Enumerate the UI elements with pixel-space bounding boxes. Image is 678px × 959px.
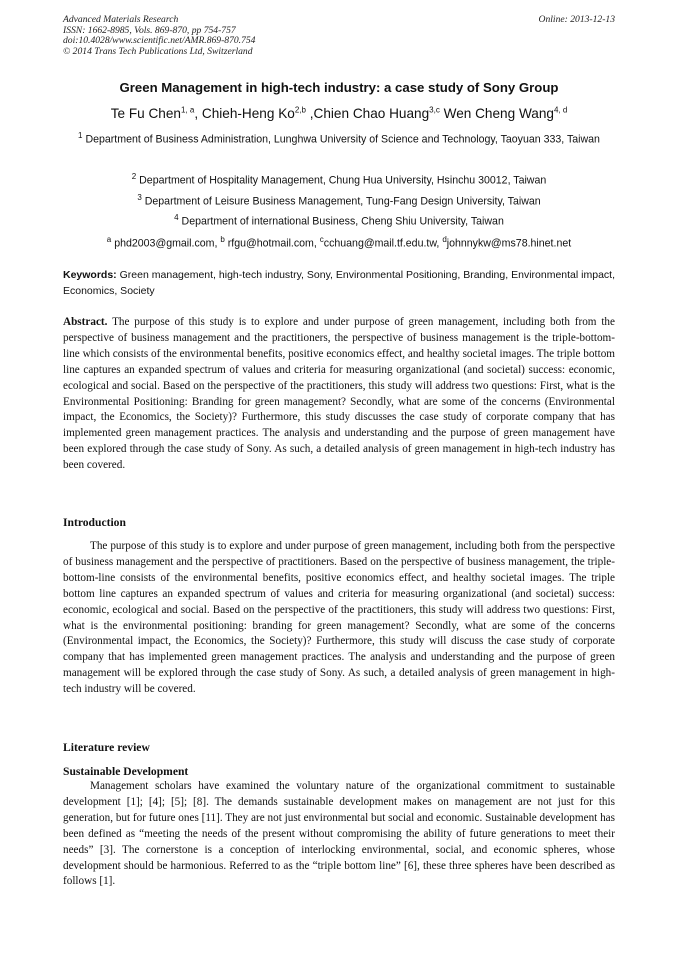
abstract bbox=[63, 315, 615, 474]
affiliation-3: $^3$ Department of Leisure Business Management, Tung-Fang Design University, Taiwan bbox=[137, 193, 541, 208]
journal-name: Advanced Materials Research bbox=[63, 14, 179, 25]
author: Chieh-Heng Ko$^{2,b}$ , bbox=[201, 105, 314, 121]
author: Wen Cheng Wang$^{4, d}$ bbox=[443, 105, 568, 121]
affiliation-1: $^1$ Department of Business Administration, Lunghwa University of Science and Technology, Taoyuan 333, Taiwan bbox=[78, 131, 600, 146]
introduction-heading: Introduction bbox=[63, 516, 126, 529]
paper-title: Green Management in high-tech industry: a case study of Sony Group bbox=[119, 80, 559, 95]
author-list bbox=[40, 105, 638, 121]
email-link[interactable]: phd2003@gmail.com, bbox=[114, 237, 221, 250]
introduction-text: The purpose of this study is to explore and under purpose of green management, including both from the perspective of business management and the perspective of practitioners. Based on the perspective of business management, the triple-bottom-line consists of the environmental benefits, positive economics effect, and healthy societal images. The triple bottom line captures an expanded spectrum of values and criteria for measuring organizational (and societal) success: economic, ecological and social. Based on the perspective of the practitioners, this study will address two questions: First, what is the environmental positioning: branding for green management? Secondly, what are some of the concerns (Environmental impact, the Economics, the Society)? Furthermore, this study will discuss the case study of corporate company that has implemented green management practices. The analysis and understanding and the purpose of green management will be explored through the case study of Sony. As such, a detailed analysis of green management in high-tech industry will be covered. bbox=[63, 540, 615, 696]
copyright-line: © 2014 Trans Tech Publications Ltd, Switzerland bbox=[63, 45, 253, 57]
keywords-label: Keywords: bbox=[63, 269, 117, 281]
doi-line: doi:10.4028/www.scientific.net/AMR.869-870.754 bbox=[63, 35, 256, 47]
keywords bbox=[63, 267, 615, 299]
issn-line: ISSN: 1662-8985, Vols. 869-870, pp 754-757 bbox=[63, 24, 236, 36]
affiliation-4: $^4$ Department of international Business, Cheng Shiu University, Taiwan bbox=[174, 213, 504, 228]
literature-text: Management scholars have examined the voluntary nature of the organizational commitment to sustainable development [1]; [4]; [5]; [8]. The demands sustainable development makes on management are not just for this generation, but for future ones [11]. They are not just environmental but social and economic. Sustainable development has been defined as “meeting the needs of the present without compromising the ability of future generations to meet their needs” [3]. The cornerstone is a conception of interlocking environmental, social, and economic spheres, whose development should be harmonious. Referred to as the “triple bottom line” [6], these three spheres have been described as follows [1]. bbox=[63, 780, 615, 888]
abstract-label: Abstract. bbox=[63, 316, 108, 328]
email-list: $^a$ phd2003@gmail.com, $^b$ rfgu@hotmail.com, $^c$cchuang@mail.tf.edu.tw, $^d$johnnykw@ms78.hinet.net bbox=[106, 235, 572, 250]
keywords-text: Green management, high-tech industry, Sony, Environmental Positioning, Branding, Environmental impact, Economics, Society bbox=[63, 269, 615, 297]
email-link[interactable]: rfgu@hotmail.com, bbox=[227, 237, 320, 250]
email-link[interactable]: cchuang@mail.tf.edu.tw, bbox=[323, 237, 443, 250]
sustainable-development-heading: Sustainable Development bbox=[63, 765, 189, 778]
author: Te Fu Chen$^{1, a}$, bbox=[110, 105, 202, 121]
affiliation-2: $^2$ Department of Hospitality Management, Chung Hua University, Hsinchu 30012, Taiwan bbox=[131, 172, 547, 187]
author: Chien Chao Huang$^{3,c}$ bbox=[313, 105, 440, 121]
email-link[interactable]: johnnykw@ms78.hinet.net bbox=[446, 237, 572, 250]
online-date: Online: 2013-12-13 bbox=[538, 14, 615, 25]
journal-header bbox=[63, 15, 615, 57]
abstract-text: The purpose of this study is to explore and under purpose of green management, including both from the perspective of business management and the practitioners, the perspective of business management is the triple-bottom-line which consists of the environmental benefits, positive economics effect, and healthy societal images. The triple bottom line captures an expanded spectrum of values and criteria for measuring organizational (and societal) success: economic, ecological and social. Based on the perspective of the practitioners, this study will address two questions: First, what is the Environmental Positioning: Branding for green management? Secondly, what are some of the concerns (Environmental impact, the Economics, the Society)? Furthermore, this study discusses the case study of corporate company that has implemented green management practices. The analysis and understanding and the purpose of green management have been explored through the case study of Sony. As such, a detailed analysis of green management in high-tech industry has been covered. bbox=[63, 316, 615, 472]
literature-heading: Literature review bbox=[63, 741, 150, 754]
